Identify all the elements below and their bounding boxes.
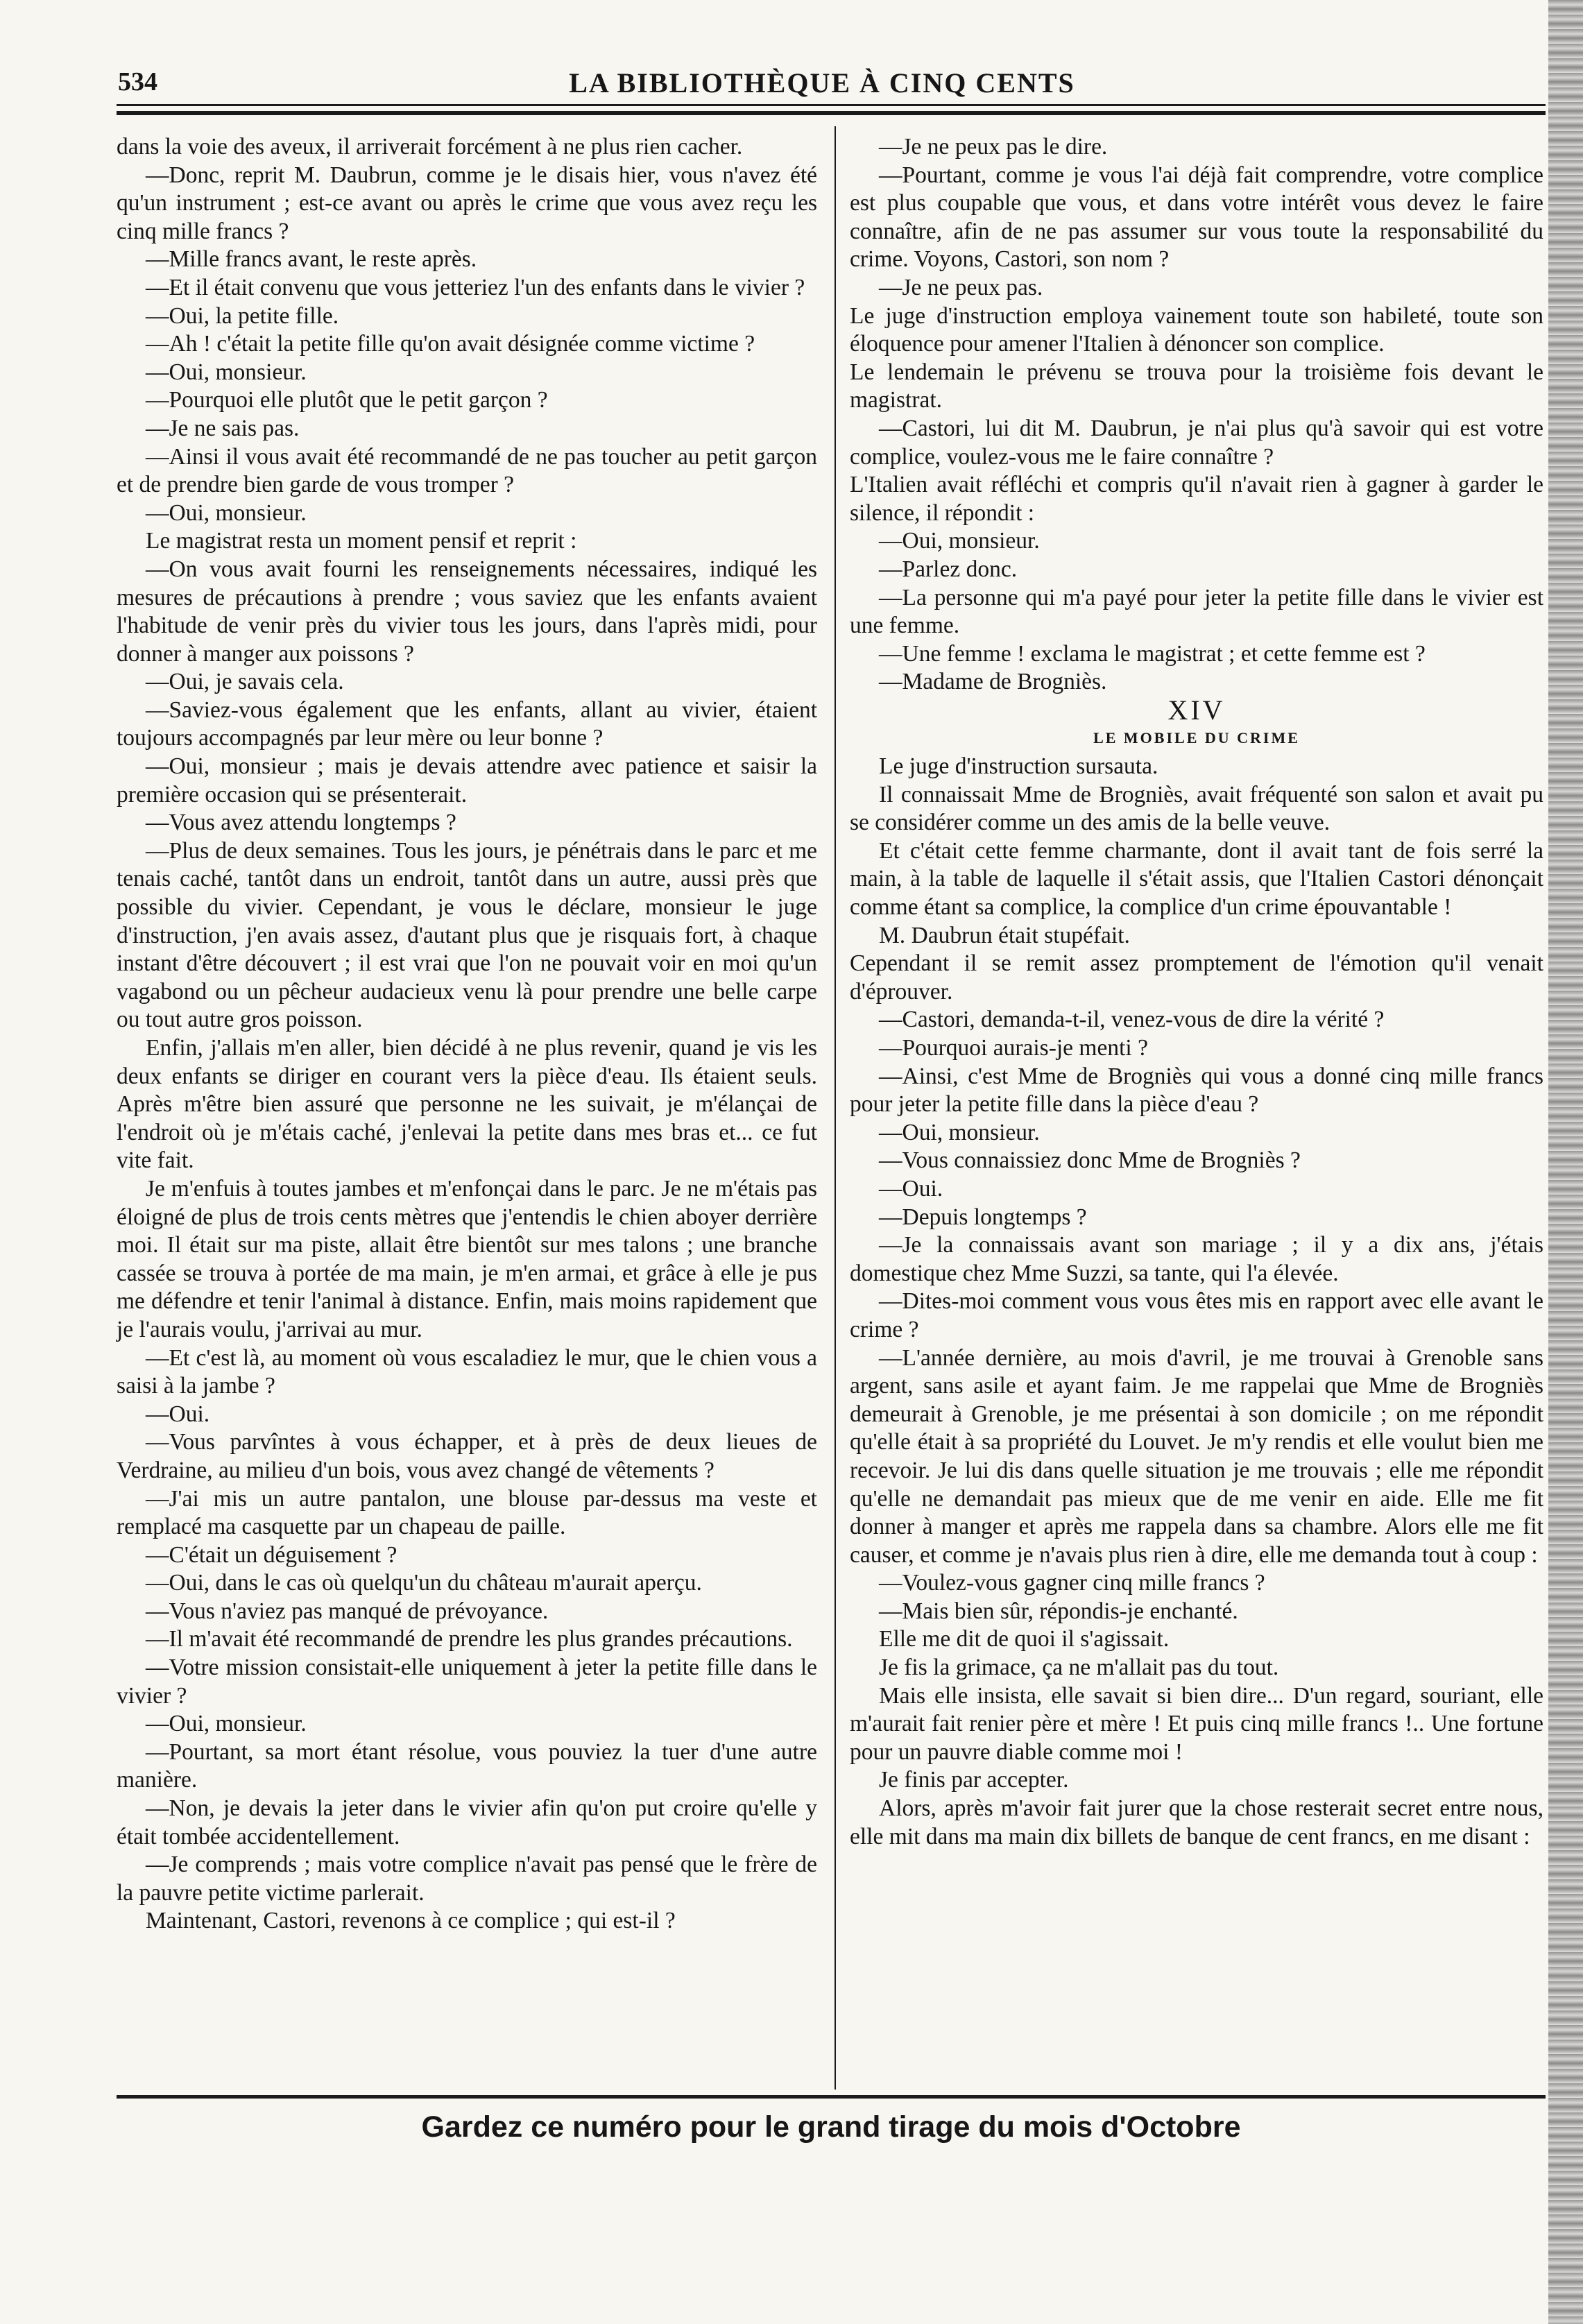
paragraph: Alors, après m'avoir fait jurer que la chose resterait secret entre nous, elle mit dans ma main dix billets de banque de cent francs, en me disant : (850, 1795, 1543, 1849)
paragraph: —Oui, la petite fille. (146, 302, 339, 329)
paragraph: —Depuis longtemps ? (879, 1204, 1087, 1230)
paragraph: —Donc, reprit M. Daubrun, comme je le disais hier, vous n'avez été qu'un instrument ; est-ce avant ou après le crime que vous avez reçu les cinq mille francs ? (117, 162, 817, 244)
paragraph: —Vous n'aviez pas manqué de prévoyance. (146, 1598, 549, 1624)
paragraph: —Castori, demanda-t-il, venez-vous de dire la vérité ? (879, 1007, 1385, 1033)
right-column-before-section (850, 133, 1543, 697)
paragraph: —Pourquoi aurais-je menti ? (879, 1035, 1148, 1061)
paragraph: Et c'était cette femme charmante, dont il avait tant de fois serré la main, à la table de laquelle il s'était assis, que l'Italien Castori dénonçait comme étant sa complice, la complice d'un crime épouvantable ! (850, 837, 1543, 921)
paragraph: —Votre mission consistait-elle uniquement à jeter la petite fille dans le vivier ? (117, 1655, 817, 1709)
paragraph: —Non, je devais la jeter dans le vivier afin qu'on put croire qu'elle y était tombée accidentellement. (117, 1795, 817, 1849)
paragraph: Enfin, j'allais m'en aller, bien décidé à ne plus revenir, quand je vis les deux enfants se diriger en courant vers la pièce d'eau. Ils étaient seuls. Après m'être bien assuré que personne ne les suivait, je m'élançai de l'endroit où je m'étais caché, j'enlevai la petite dans mes bras et... ce fut vite fait. (117, 1035, 817, 1174)
column-divider (835, 126, 836, 2090)
paragraph: —J'ai mis un autre pantalon, une blouse par-dessus ma veste et remplacé ma casquette par un chapeau de paille. (117, 1485, 817, 1540)
paragraph: —Dites-moi comment vous vous êtes mis en rapport avec elle avant le crime ? (850, 1288, 1543, 1342)
paragraph: —Oui, monsieur. (146, 1711, 307, 1737)
paragraph: —Oui, je savais cela. (146, 669, 344, 695)
paragraph: —Mille francs avant, le reste après. (146, 246, 477, 273)
paragraph: —Mais bien sûr, répondis-je enchanté. (879, 1598, 1238, 1624)
paragraph: —La personne qui m'a payé pour jeter la petite fille dans le vivier est une femme. (850, 584, 1543, 639)
footer-notice: Gardez ce numéro pour le grand tirage du mois d'Octobre (421, 2110, 1241, 2144)
paragraph: Il connaissait Mme de Brogniès, avait fréquenté son salon et avait pu se considérer comme un des amis de la belle veuve. (850, 781, 1543, 836)
paragraph: M. Daubrun était stupéfait. (879, 922, 1130, 948)
paragraph: L'Italien avait réfléchi et compris qu'il n'avait rien à gagner à garder le silence, il répondit : (850, 472, 1543, 526)
paragraph: —Oui, dans le cas où quelqu'un du château m'aurait aperçu. (146, 1570, 702, 1596)
paragraph: Le lendemain le prévenu se trouva pour la troisième fois devant le magistrat. (850, 359, 1543, 413)
paragraph: —On vous avait fourni les renseignements nécessaires, indiqué les mesures de précautions à prendre ; vous saviez que les enfants avaient l'habitude de venir près du vivier tous les jours, dans l'après midi, pour donner à manger aux poissons ? (117, 556, 817, 667)
paragraph: —Plus de deux semaines. Tous les jours, je pénétrais dans le parc et me tenais caché, tantôt dans un endroit, tantôt dans un autre, aussi près que possible du vivier. Cependant, je vous le déclare, monsieur le juge d'instruction, j'en avais assez, d'autant plus que je risquais fort, à chaque instant d'être découvert ; il est vrai que l'on ne pouvait voir en moi qu'un vagabond ou un pêcheur audacieux venu là pour prendre une belle carpe ou tout autre gros poisson. (117, 837, 817, 1033)
paragraph: —Parlez donc. (879, 556, 1018, 582)
paragraph: —Oui. (146, 1401, 210, 1427)
paragraph: —Oui, monsieur. (146, 359, 307, 385)
right-column (850, 133, 1543, 1851)
paragraph: —Madame de Brogniès. (879, 669, 1107, 695)
paragraph: —Ainsi, c'est Mme de Brogniès qui vous a donné cinq mille francs pour jeter la petite fille dans la pièce d'eau ? (850, 1063, 1543, 1118)
scanned-page-edge (1548, 0, 1583, 2324)
footer-rule (117, 2095, 1546, 2099)
paragraph: dans la voie des aveux, il arriverait forcément à ne plus rien cacher. (117, 134, 743, 160)
paragraph: —L'année dernière, au mois d'avril, je me trouvai à Grenoble sans argent, sans asile et ayant faim. Je me rappelai que Mme de Brogniès demeurait à Grenoble, je me présentai à son domicile ; on me répondit qu'elle était à sa propriété du Louvet. Je m'y rendis et elle voulut bien me recevoir. Je lui dis dans quelle situation je me trouvais ; elle me répondit qu'elle ne demandait pas mieux que de me venir en aide. Elle me fit donner à manger et après me rappela dans sa chambre. Alors elle me fit causer, et comme je n'avais plus rien à dire, elle me demanda tout à coup : (850, 1344, 1543, 1568)
paragraph: —Vous avez attendu longtemps ? (146, 810, 456, 836)
paragraph: —Et il était convenu que vous jetteriez l'un des enfants dans le vivier ? (146, 274, 805, 300)
paragraph: —Vous connaissiez donc Mme de Brogniès ? (879, 1147, 1301, 1174)
section-title: LE MOBILE DU CRIME (1093, 729, 1300, 747)
page-number: 534 (118, 67, 157, 96)
paragraph: —Je ne peux pas le dire. (879, 134, 1108, 160)
paragraph: —Une femme ! exclama le magistrat ; et cette femme est ? (879, 640, 1426, 667)
left-column (117, 133, 817, 1936)
paragraph: —Je ne sais pas. (146, 415, 300, 441)
paragraph: —Oui. (879, 1175, 943, 1202)
page-header (118, 67, 1526, 101)
paragraph: Le magistrat resta un moment pensif et reprit : (146, 528, 577, 554)
paragraph: Je m'enfuis à toutes jambes et m'enfonçai dans le parc. Je ne m'étais pas éloigné de plus de trois cents mètres que j'entendis le chien aboyer derrière moi. Il était sur ma piste, allait être bientôt sur mes talons ; une branche cassée se trouva à portée de ma main, je m'en armai, et grâce à elle je pus me défendre et tenir l'animal à distance. Enfin, mais moins rapidement que je l'aurais voulu, j'arrivai au mur. (117, 1175, 817, 1342)
paragraph: —C'était un déguisement ? (146, 1541, 397, 1568)
paragraph: Maintenant, Castori, revenons à ce complice ; qui est-il ? (146, 1908, 676, 1934)
paragraph: —Je comprends ; mais votre complice n'avait pas pensé que le frère de la pauvre petite victime parlerait. (117, 1852, 817, 1906)
paragraph: —Oui, monsieur ; mais je devais attendre avec patience et saisir la première occasion qui se présenterait. (117, 753, 817, 808)
paragraph: Mais elle insista, elle savait si bien dire... D'un regard, souriant, elle m'aurait fait renier père et mère ! Et puis cinq mille francs !.. Une fortune pour un pauvre diable comme moi ! (850, 1682, 1543, 1765)
paragraph: —Saviez-vous également que les enfants, allant au vivier, étaient toujours accompagnés par leur mère ou leur bonne ? (117, 697, 817, 751)
paragraph: Je fis la grimace, ça ne m'allait pas du tout. (879, 1655, 1279, 1681)
paragraph: —Pourtant, sa mort étant résolue, vous pouviez la tuer d'une autre manière. (117, 1738, 817, 1793)
paragraph: Je finis par accepter. (879, 1767, 1069, 1793)
paragraph: —Pourtant, comme je vous l'ai déjà fait comprendre, votre complice est plus coupable que vous, et dans votre intérêt vous devez le faire connaître, afin de ne pas assumer sur vous toute la responsabilité du crime. Voyons, Castori, son nom ? (850, 162, 1543, 273)
paragraph: —Oui, monsieur. (146, 499, 307, 526)
paragraph: —Pourquoi elle plutôt que le petit garçon ? (146, 387, 548, 413)
header-rule-top (117, 104, 1546, 106)
paragraph: —Castori, lui dit M. Daubrun, je n'ai plus qu'à savoir qui est votre complice, voulez-vous me le faire connaître ? (850, 415, 1543, 470)
paragraph: —Ah ! c'était la petite fille qu'on avait désignée comme victime ? (146, 331, 755, 357)
section-number: XIV (1167, 694, 1226, 726)
paragraph: —Je la connaissais avant son mariage ; il y a dix ans, j'étais domestique chez Mme Suzzi, sa tante, qui l'a élevée. (850, 1232, 1543, 1286)
paragraph: —Voulez-vous gagner cinq mille francs ? (879, 1570, 1265, 1596)
right-column-after-section (850, 753, 1543, 1851)
running-title: LA BIBLIOTHÈQUE À CINQ CENTS (569, 67, 1075, 99)
paragraph: Le juge d'instruction sursauta. (879, 753, 1158, 780)
paragraph: —Il m'avait été recommandé de prendre les plus grandes précautions. (146, 1626, 793, 1652)
paragraph: Cependant il se remit assez promptement de l'émotion qu'il venait d'éprouver. (850, 950, 1543, 1005)
paragraph: Le juge d'instruction employa vainement toute son habileté, toute son éloquence pour amener l'Italien à dénoncer son complice. (850, 302, 1543, 357)
header-rule-bottom (117, 111, 1546, 115)
paragraph: —Oui, monsieur. (879, 528, 1040, 554)
paragraph: —Oui, monsieur. (879, 1119, 1040, 1145)
paragraph: —Ainsi il vous avait été recommandé de ne pas toucher au petit garçon et de prendre bien garde de vous tromper ? (117, 443, 817, 498)
paragraph: —Vous parvîntes à vous échapper, et à près de deux lieues de Verdraine, au milieu d'un bois, vous avez changé de vêtements ? (117, 1429, 817, 1483)
paragraph: —Et c'est là, au moment où vous escaladiez le mur, que le chien vous a saisi à la jambe ? (117, 1344, 817, 1399)
paragraph: Elle me dit de quoi il s'agissait. (879, 1626, 1170, 1652)
paragraph: —Je ne peux pas. (879, 274, 1043, 300)
